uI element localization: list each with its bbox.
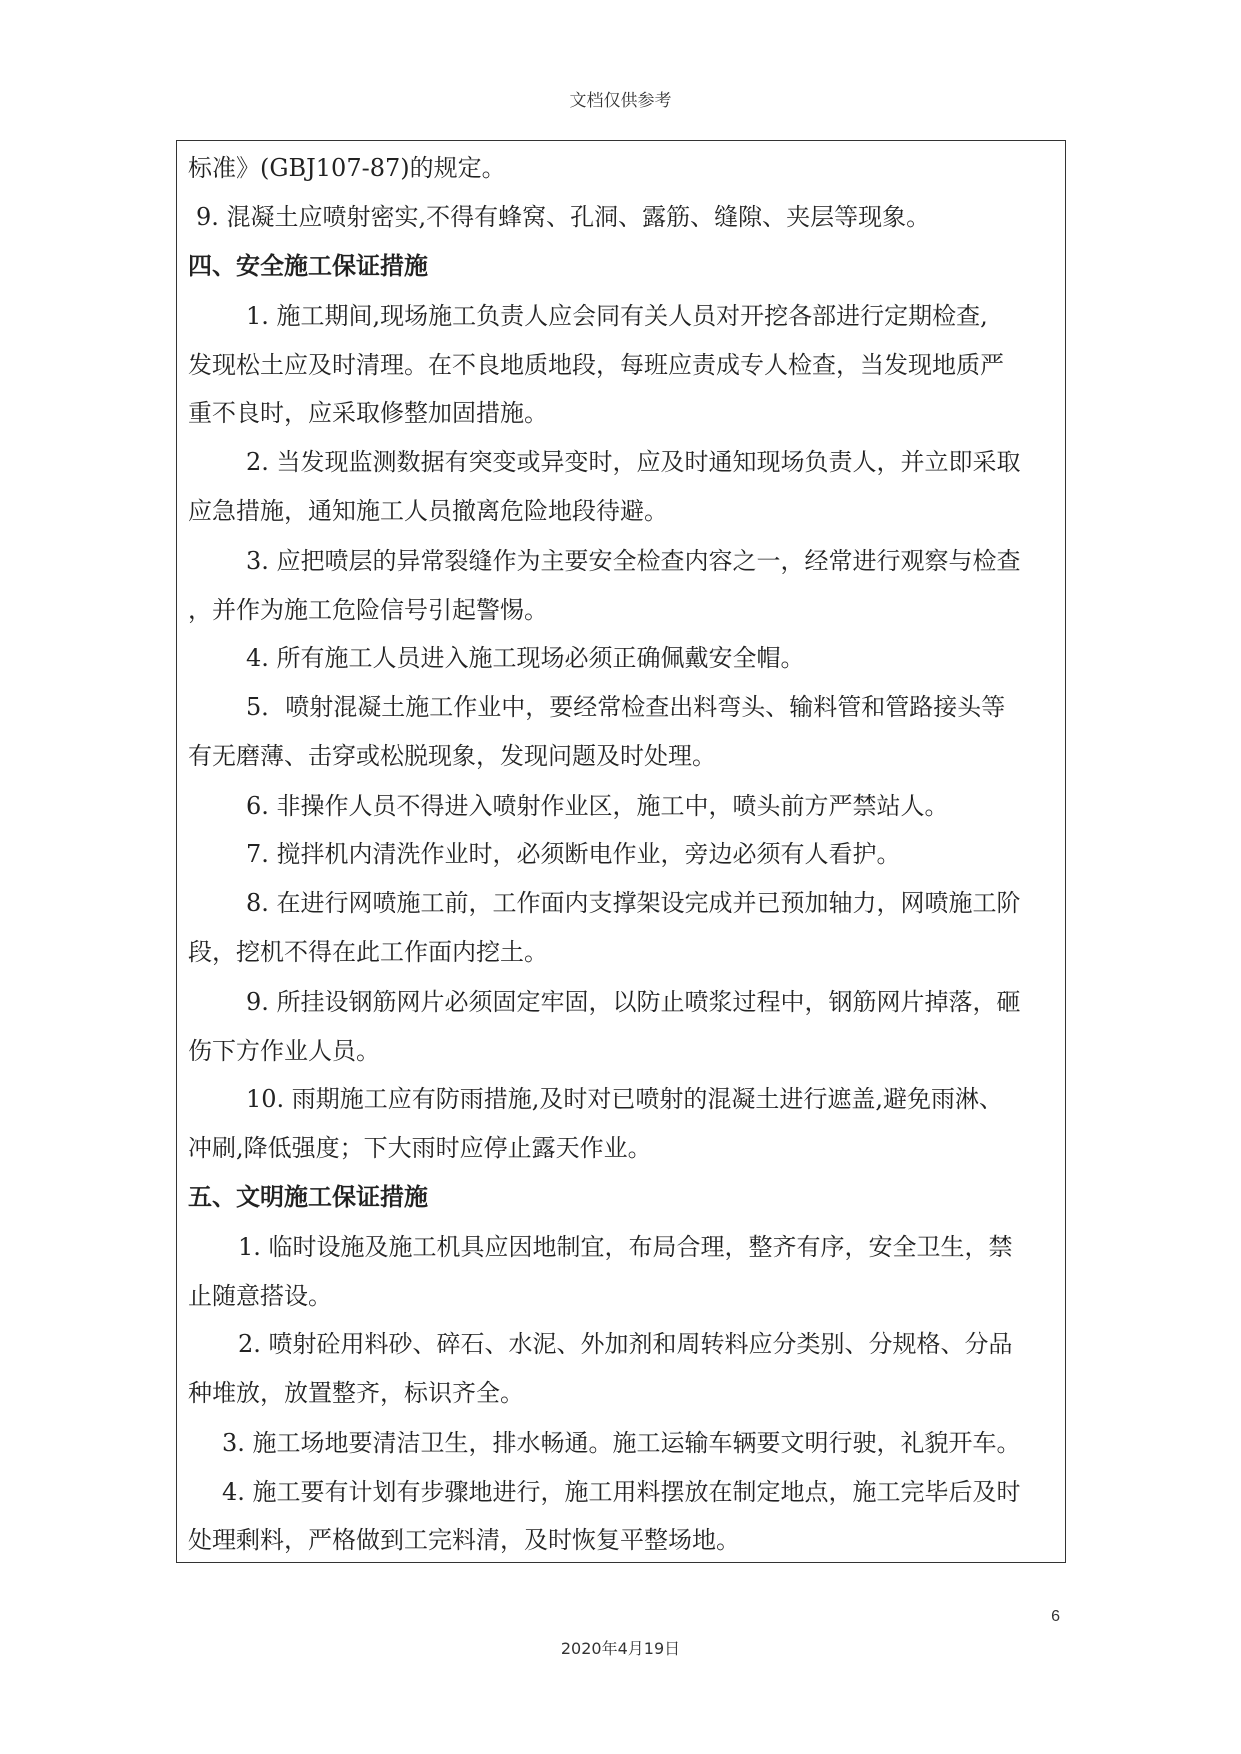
- section-heading-civilized: 五、文明施工保证措施: [188, 1182, 428, 1211]
- text-line: 7. 搅拌机内清洗作业时，必须断电作业，旁边必须有人看护。: [246, 840, 901, 868]
- text-line: 5．喷射混凝土施工作业中，要经常检查出料弯头、输料管和管路接头等: [246, 693, 1006, 721]
- text-line: 3. 施工场地要清洁卫生，排水畅通。施工运输车辆要文明行驶，礼貌开车。: [222, 1429, 1021, 1457]
- text-line: 伤下方作业人员。: [188, 1037, 380, 1065]
- text-line: 10. 雨期施工应有防雨措施,及时对已喷射的混凝土进行遮盖,避免雨淋、: [246, 1085, 1004, 1113]
- text-line: 1. 临时设施及施工机具应因地制宜，布局合理，整齐有序，安全卫生，禁: [238, 1233, 1013, 1261]
- text-line: 4. 所有施工人员进入施工现场必须正确佩戴安全帽。: [246, 644, 805, 672]
- text-line: 冲刷,降低强度；下大雨时应停止露天作业。: [188, 1134, 652, 1162]
- text-line: 6. 非操作人员不得进入喷射作业区，施工中，喷头前方严禁站人。: [246, 792, 949, 820]
- text-line: 发现松土应及时清理。在不良地质地段，每班应责成专人检查，当发现地质严: [188, 351, 1004, 379]
- text-line: 4. 施工要有计划有步骤地进行，施工用料摆放在制定地点，施工完毕后及时: [222, 1478, 1021, 1506]
- text-line: 9. 所挂设钢筋网片必须固定牢固，以防止喷浆过程中，钢筋网片掉落，砸: [246, 988, 1021, 1016]
- text-line: 3. 应把喷层的异常裂缝作为主要安全检查内容之一，经常进行观察与检查: [246, 547, 1021, 575]
- section-heading-safety: 四、安全施工保证措施: [188, 251, 428, 280]
- text-line: 止随意搭设。: [188, 1282, 332, 1310]
- text-line: 应急措施，通知施工人员撤离危险地段待避。: [188, 497, 668, 525]
- text-line: 8. 在进行网喷施工前，工作面内支撑架设完成并已预加轴力，网喷施工阶: [246, 889, 1021, 917]
- text-line: 2. 当发现监测数据有突变或异变时，应及时通知现场负责人，并立即采取: [246, 448, 1021, 476]
- text-line: 段，挖机不得在此工作面内挖土。: [188, 938, 548, 966]
- text-line: 有无磨薄、击穿或松脱现象，发现问题及时处理。: [188, 742, 716, 770]
- page-number: 6: [1051, 1608, 1060, 1625]
- text-line: 种堆放，放置整齐，标识齐全。: [188, 1379, 524, 1407]
- text-line: ，并作为施工危险信号引起警惕。: [188, 596, 548, 624]
- page-header: 文档仅供参考: [569, 91, 672, 111]
- text-line: 2. 喷射砼用料砂、碎石、水泥、外加剂和周转料应分类别、分规格、分品: [238, 1330, 1013, 1358]
- text-line: 标准》(GBJ107-87)的规定。: [188, 154, 506, 182]
- text-line: 处理剩料，严格做到工完料清，及时恢复平整场地。: [188, 1526, 740, 1554]
- text-line: 重不良时，应采取修整加固措施。: [188, 399, 548, 427]
- text-line: 9. 混凝土应喷射密实,不得有蜂窝、孔洞、露筋、缝隙、夹层等现象。: [196, 203, 931, 231]
- text-line: 1. 施工期间,现场施工负责人应会同有关人员对开挖各部进行定期检查,: [246, 302, 988, 330]
- footer-date: 2020年4月19日: [560, 1639, 681, 1658]
